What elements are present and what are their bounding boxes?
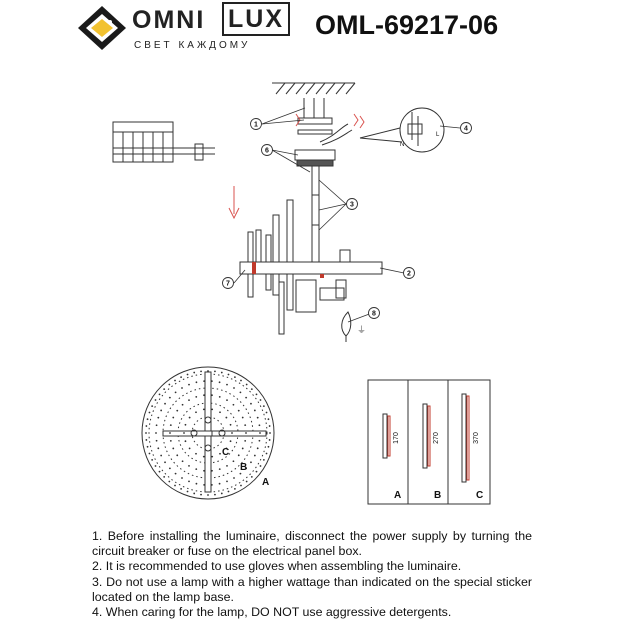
top-view-dot: [149, 453, 151, 455]
top-view-dot: [174, 380, 176, 382]
top-view-dot: [219, 483, 221, 485]
top-view-dot: [245, 432, 247, 434]
top-view-dot: [268, 418, 270, 420]
top-view-dot: [163, 476, 165, 478]
top-view-dot: [159, 471, 161, 473]
top-view-dot: [175, 473, 177, 475]
panel-letter-c: C: [476, 490, 484, 501]
top-view-dot: [242, 448, 244, 450]
top-view-dot: [149, 412, 151, 414]
top-view-dot: [226, 481, 228, 483]
top-view-dot: [185, 440, 187, 442]
top-view-dot: [240, 485, 242, 487]
top-view-dot: [160, 410, 162, 412]
top-view-dot: [145, 432, 147, 434]
top-view-dot: [156, 424, 158, 426]
top-view-dot: [226, 384, 228, 386]
top-view-dot: [259, 440, 261, 442]
top-view-dot: [187, 491, 189, 493]
top-view-dot: [260, 399, 262, 401]
callout-3-label: 3: [350, 201, 354, 209]
top-view-dot: [196, 381, 198, 383]
top-view-dot: [203, 456, 205, 458]
top-view-dot: [147, 418, 149, 420]
top-view-dot: [193, 493, 195, 495]
top-view-dot: [189, 417, 191, 419]
top-view-dot: [263, 459, 265, 461]
top-view-dot: [251, 388, 253, 390]
top-view-dot: [240, 380, 242, 382]
top-view-dot: [195, 453, 197, 455]
top-view-dot: [211, 456, 213, 458]
top-view-dot: [234, 488, 236, 490]
callout-6-label: 6: [265, 147, 269, 155]
wire-label-live: L: [436, 132, 440, 138]
top-view-dot: [254, 455, 256, 457]
callout-4-label: 4: [464, 125, 468, 133]
top-view-dot: [219, 396, 221, 398]
top-view-dot: [257, 417, 259, 419]
top-view-dot: [226, 399, 228, 401]
top-view-dot: [157, 447, 159, 449]
top-view-dot: [233, 477, 235, 479]
top-view-dot: [221, 493, 223, 495]
top-view-dot: [242, 417, 244, 419]
top-view-dot: [169, 467, 171, 469]
top-view-dot: [203, 380, 205, 382]
top-view-dot: [251, 476, 253, 478]
top-view-dot: [259, 424, 261, 426]
top-view-dot: [219, 381, 221, 383]
top-view-dot: [260, 465, 262, 467]
top-view-dot: [228, 491, 230, 493]
instruction-item: 4. When caring for the lamp, DO NOT use aggressive detergents.: [92, 605, 452, 620]
top-view-dot: [200, 494, 202, 496]
top-view-dot: [238, 454, 240, 456]
top-view-dot: [233, 460, 235, 462]
top-view-dot: [244, 440, 246, 442]
top-view-dot: [203, 484, 205, 486]
rod-dimension-b: 270: [433, 432, 440, 444]
brand-tagline: СВЕТ КАЖДОМУ: [134, 40, 251, 51]
top-view-dot: [238, 410, 240, 412]
top-view-dot: [160, 455, 162, 457]
top-view-dot: [163, 388, 165, 390]
top-view-dot: [182, 460, 184, 462]
top-view-dot: [211, 484, 213, 486]
top-view-dot: [266, 453, 268, 455]
top-view-label-b: B: [240, 462, 248, 473]
top-view-dot: [211, 380, 213, 382]
top-view-dot: [259, 432, 261, 434]
top-view-dot: [196, 483, 198, 485]
top-view-dot: [200, 370, 202, 372]
top-view-dot: [181, 477, 183, 479]
top-view-dot: [257, 447, 259, 449]
instruction-item: 2. It is recommended to use gloves when assembling the luminaire.: [92, 559, 462, 574]
top-view-dot: [151, 459, 153, 461]
top-view-dot: [250, 461, 252, 463]
top-view-dot: [164, 403, 166, 405]
top-view-dot: [181, 387, 183, 389]
top-view-dot: [168, 481, 170, 483]
top-view-dot: [185, 424, 187, 426]
top-view-dot: [155, 399, 157, 401]
top-view-dot: [250, 403, 252, 405]
panel-letter-a: A: [394, 490, 402, 501]
instruction-item: 1. Before installing the luminaire, disconnect the power supply by turning the circuit breaker or fuse on the electrical panel box.: [92, 529, 532, 559]
top-view-dot: [145, 425, 147, 427]
top-view-dot: [268, 446, 270, 448]
top-view-dot: [219, 411, 221, 413]
top-view-dot: [214, 370, 216, 372]
top-view-dot: [147, 446, 149, 448]
top-view-dot: [172, 417, 174, 419]
top-view-dot: [256, 471, 258, 473]
instruction-item: 3. Do not use a lamp with a higher wattage than indicated on the special sticker located on the lamp base.: [92, 574, 532, 604]
brand-name-omni: OMNI: [132, 6, 206, 34]
wire-label-neutral: N: [400, 142, 405, 148]
top-view-dot: [176, 454, 178, 456]
top-view-dot: [164, 461, 166, 463]
top-view-dot: [172, 448, 174, 450]
top-view-dot: [211, 394, 213, 396]
top-view-dot: [195, 468, 197, 470]
top-view-dot: [226, 465, 228, 467]
top-view-dot: [230, 440, 232, 442]
top-view-dot: [211, 408, 213, 410]
top-view-label-a: A: [262, 477, 270, 488]
top-view-dot: [170, 440, 172, 442]
top-view-dot: [174, 485, 176, 487]
top-view-dot: [211, 470, 213, 472]
top-view-dot: [269, 432, 271, 434]
top-view-dot: [193, 372, 195, 374]
top-view-dot: [240, 391, 242, 393]
model-number: OML-69217-06: [315, 10, 499, 40]
callout-7-label: 7: [226, 280, 230, 288]
top-view-dot: [266, 412, 268, 414]
rod-dimension-a: 170: [393, 432, 400, 444]
top-view-dot: [151, 405, 153, 407]
top-view-dot: [168, 384, 170, 386]
rod-dimension-c: 370: [473, 432, 480, 444]
top-view-dot: [234, 376, 236, 378]
top-view-label-c: C: [222, 447, 230, 458]
brand-name-lux: LUX: [222, 2, 290, 36]
top-view-dot: [214, 494, 216, 496]
top-view-dot: [246, 384, 248, 386]
top-view-dot: [256, 393, 258, 395]
instructions: [92, 529, 532, 620]
top-view-dot: [189, 448, 191, 450]
top-view-dot: [221, 372, 223, 374]
top-view-dot: [228, 374, 230, 376]
top-view-dot: [182, 404, 184, 406]
top-view-dot: [244, 424, 246, 426]
top-view-dot: [230, 424, 232, 426]
panel-letter-b: B: [434, 490, 442, 501]
top-view-dot: [156, 440, 158, 442]
ceiling-hatch: [272, 83, 355, 94]
top-view-dot: [188, 384, 190, 386]
top-view-dot: [203, 408, 205, 410]
top-view-dot: [155, 432, 157, 434]
top-view: [142, 367, 274, 499]
top-view-dot: [183, 432, 185, 434]
top-view-dot: [188, 481, 190, 483]
top-view-dot: [159, 393, 161, 395]
callout-8-label: 8: [372, 310, 376, 318]
top-view-dot: [175, 391, 177, 393]
top-view-dot: [187, 374, 189, 376]
top-view-dot: [188, 399, 190, 401]
top-view-dot: [207, 494, 209, 496]
top-view-dot: [180, 376, 182, 378]
top-view-dot: [203, 470, 205, 472]
top-view-dot: [233, 404, 235, 406]
callout-1-label: 1: [254, 121, 258, 129]
top-view-dot: [195, 411, 197, 413]
rod-panels: [368, 380, 490, 504]
top-view-dot: [170, 424, 172, 426]
top-view-dot: [245, 397, 247, 399]
top-view-dot: [207, 370, 209, 372]
top-view-dot: [263, 405, 265, 407]
top-view-dot: [155, 465, 157, 467]
top-view-dot: [231, 432, 233, 434]
top-view-dot: [254, 410, 256, 412]
top-view-dot: [169, 432, 171, 434]
top-view-dot: [203, 394, 205, 396]
top-view-dot: [269, 439, 271, 441]
top-view-dot: [188, 465, 190, 467]
top-view-dot: [269, 425, 271, 427]
callout-2-label: 2: [407, 270, 411, 278]
top-view-dot: [240, 473, 242, 475]
top-view-dot: [180, 488, 182, 490]
top-view-dot: [246, 481, 248, 483]
top-view-dot: [225, 417, 227, 419]
top-view-dot: [219, 453, 221, 455]
top-view-dot: [233, 387, 235, 389]
top-view-dot: [169, 397, 171, 399]
top-view-dot: [176, 410, 178, 412]
top-view-dot: [145, 439, 147, 441]
top-view-dot: [195, 396, 197, 398]
top-view-dot: [219, 468, 221, 470]
top-view-dot: [157, 417, 159, 419]
ground-icon: ⏚: [357, 325, 367, 335]
